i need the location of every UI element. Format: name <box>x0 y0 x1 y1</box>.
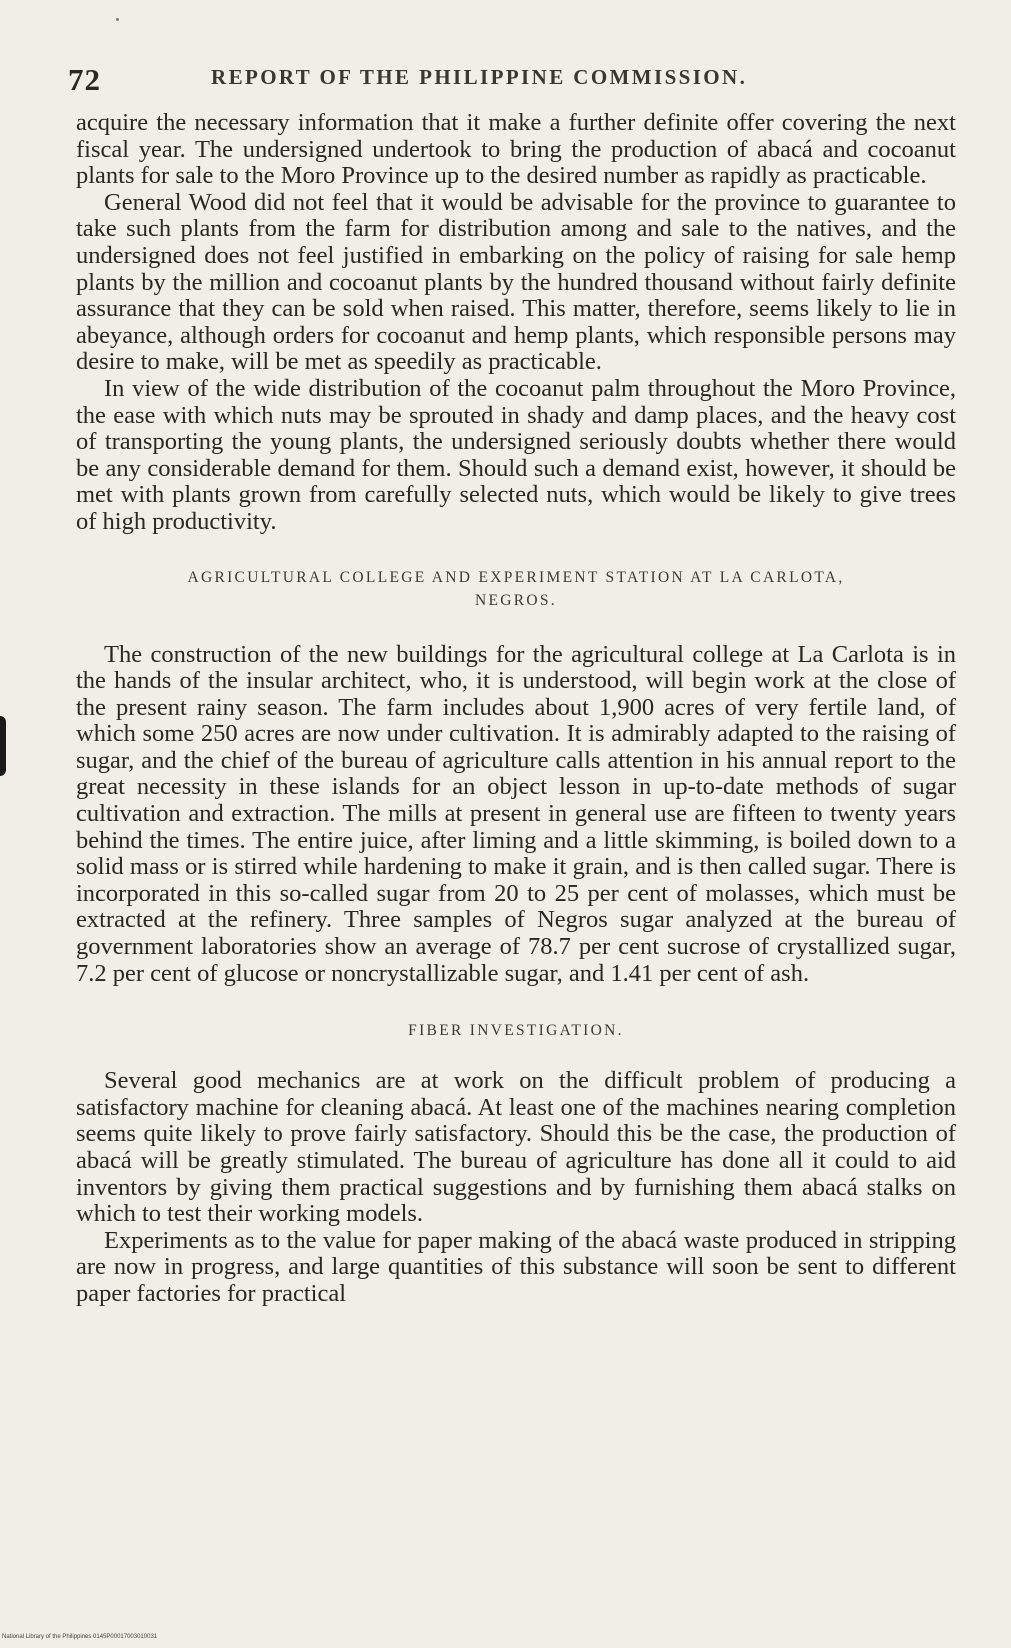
paragraph: General Wood did not feel that it would be advisable for the province to guarantee to take such plants from the farm for distribution among and sale to the natives, and the undersigned does not feel justified in embarking on the policy of raising for sale hemp plants by the million and cocoanut plants by the hundred thousand without fairly definite assurance that they can be sold when raised. This matter, therefore, seems likely to lie in abeyance, although orders for cocoanut and hemp plants, which responsible persons may desire to make, will be met as speedily as practicable. <box>76 188 956 376</box>
paragraph: The construction of the new buildings for the agricultural college at La Carlota is in the hands of the insular architect, who, it is understood, will begin work at the close of the present rainy season. The farm includes about 1,900 acres of very fertile land, of which some 250 acres are now under cultivation. It is admirably adapted to the raising of sugar, and the chief of the bureau of agriculture calls attention in his annual report to the great necessity in these islands for an object lesson in up-to-date methods of sugar cultivation and extraction. The mills at present in general use are fifteen to twenty years behind the times. The entire juice, after liming and a little skimming, is boiled down to a solid mass or is stirred while hardening to make it grain, and is then called sugar. There is incorporated in this so-called sugar from 20 to 25 per cent of molasses, which must be extracted at the refinery. Three samples of Negros sugar analyzed at the bureau of government laboratories show an average of 78.7 per cent sucrose of crystallized sugar, 7.2 per cent of glucose or noncrystallizable sugar, and 1.41 per cent of ash. <box>76 640 956 987</box>
scan-edge-mark <box>0 716 6 776</box>
paragraph: Several good mechanics are at work on the difficult problem of producing a satisfactory machine for cleaning abacá. At least one of the machines nearing completion seems quite likely to prove fairly satisfactory. Should this be the case, the production of abacá will be greatly stimulated. The bureau of agriculture has done all it could to aid inventors by giving them practical suggestions and by furnishing them abacá stalks on which to test their working models. <box>76 1067 956 1228</box>
paragraph: Experiments as to the value for paper making of the abacá waste produced in stripping are now in progress, and large quantities of this substance will soon be sent to different paper factories for practical <box>76 1226 956 1307</box>
page-header <box>68 56 948 96</box>
section-heading-line: AGRICULTURAL COLLEGE AND EXPERIMENT STATION AT LA CARLOTA, <box>187 568 845 586</box>
section-heading-fiber-investigation: FIBER INVESTIGATION. <box>408 1022 624 1040</box>
scan-footer: National Library of the Philippines 0145P00017003010031 <box>2 1634 158 1640</box>
section-heading-line: NEGROS. <box>475 591 557 609</box>
page-number: 72 <box>68 62 101 97</box>
paragraph: acquire the necessary information that it make a further definite offer covering the next fiscal year. The undersigned undertook to bring the production of abacá and cocoanut plants for sale to the Moro Province up to the desired number as rapidly as practicable. <box>76 109 956 190</box>
paragraph: In view of the wide distribution of the cocoanut palm throughout the Moro Province, the ease with which nuts may be sprouted in shady and damp places, and the heavy cost of transporting the young plants, the undersigned seriously doubts whether there would be any considerable demand for them. Should such a demand exist, however, it should be met with plants grown from carefully selected nuts, which would be likely to give trees of high productivity. <box>76 374 956 535</box>
scan-speck <box>116 18 119 21</box>
running-head: REPORT OF THE PHILIPPINE COMMISSION. <box>211 65 748 89</box>
section-heading-agricultural-college <box>76 566 956 612</box>
body-text <box>76 110 956 1308</box>
